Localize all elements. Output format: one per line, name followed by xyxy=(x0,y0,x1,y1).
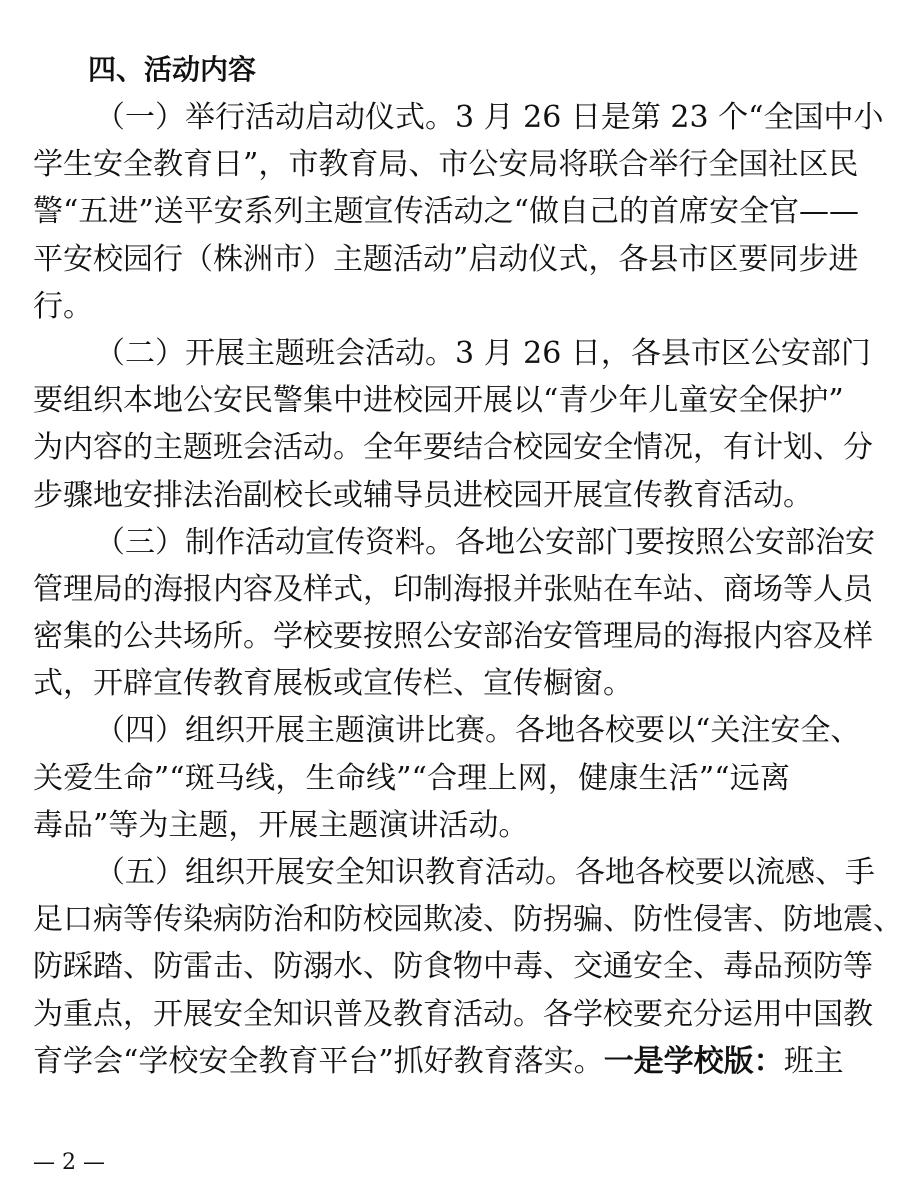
text-line: 平安校园行（株洲市）主题活动”启动仪式，各县市区要同步进 xyxy=(33,241,859,277)
text-line: 关爱生命”“斑马线，生命线”“合理上网，健康生活”“远离 xyxy=(33,760,790,796)
paragraph xyxy=(33,849,903,1085)
text-line: 管理局的海报内容及样式，印制海报并张贴在车站、商场等人员 xyxy=(33,571,873,607)
text-segment: 育学会“学校安全教育平台”抓好教育落实。 xyxy=(33,1043,604,1079)
text-line: 式，开辟宣传教育展板或宣传栏、宣传橱窗。 xyxy=(33,666,633,702)
text-line: 足口病等传染病防治和防校园欺凌、防拐骗、防性侵害、防地震、 xyxy=(33,902,903,938)
text-line: （三）制作活动宣传资料。各地公安部门要按照公安部治安 xyxy=(95,524,875,560)
document-body xyxy=(33,94,903,1085)
section-heading: 四、活动内容 xyxy=(88,53,257,86)
text-line: 为内容的主题班会活动。全年要结合校园安全情况，有计划、分 xyxy=(33,430,873,466)
text-line: 毒品”等为主题，开展主题演讲活动。 xyxy=(33,807,529,843)
text-line xyxy=(33,1038,844,1085)
text-line: 行。 xyxy=(33,288,93,324)
text-line: 为重点，开展安全知识普及教育活动。各学校要充分运用中国教 xyxy=(33,996,873,1032)
paragraph xyxy=(33,707,861,849)
paragraph xyxy=(33,94,884,330)
page-number: — 2 — xyxy=(33,1150,105,1175)
text-segment: 班主 xyxy=(783,1043,844,1079)
text-line: 密集的公共场所。学校要按照公安部治安管理局的海报内容及样 xyxy=(33,619,873,655)
bold-label: 一是学校版： xyxy=(603,1043,784,1079)
paragraph xyxy=(33,330,873,519)
text-line: 防踩踏、防雷击、防溺水、防食物中毒、交通安全、毒品预防等 xyxy=(33,949,873,985)
text-line: （四）组织开展主题演讲比赛。各地各校要以“关注安全、 xyxy=(95,713,861,749)
text-line: （二）开展主题班会活动。3 月 26 日，各县市区公安部门 xyxy=(95,335,871,371)
text-line: 学生安全教育日”，市教育局、市公安局将联合举行全国社区民 xyxy=(33,147,859,183)
paragraph xyxy=(33,519,875,708)
text-line: （一）举行活动启动仪式。3 月 26 日是第 23 个“全国中小 xyxy=(95,100,884,135)
text-line: 要组织本地公安民警集中进校园开展以“青少年儿童安全保护” xyxy=(33,383,844,419)
text-line: 警“五进”送平安系列主题宣传活动之“做自己的首席安全官—— xyxy=(33,194,860,230)
text-line: 步骤地安排法治副校长或辅导员进校园开展宣传教育活动。 xyxy=(33,477,813,513)
text-line: （五）组织开展安全知识教育活动。各地各校要以流感、手 xyxy=(95,855,875,890)
document-page xyxy=(33,46,903,1085)
